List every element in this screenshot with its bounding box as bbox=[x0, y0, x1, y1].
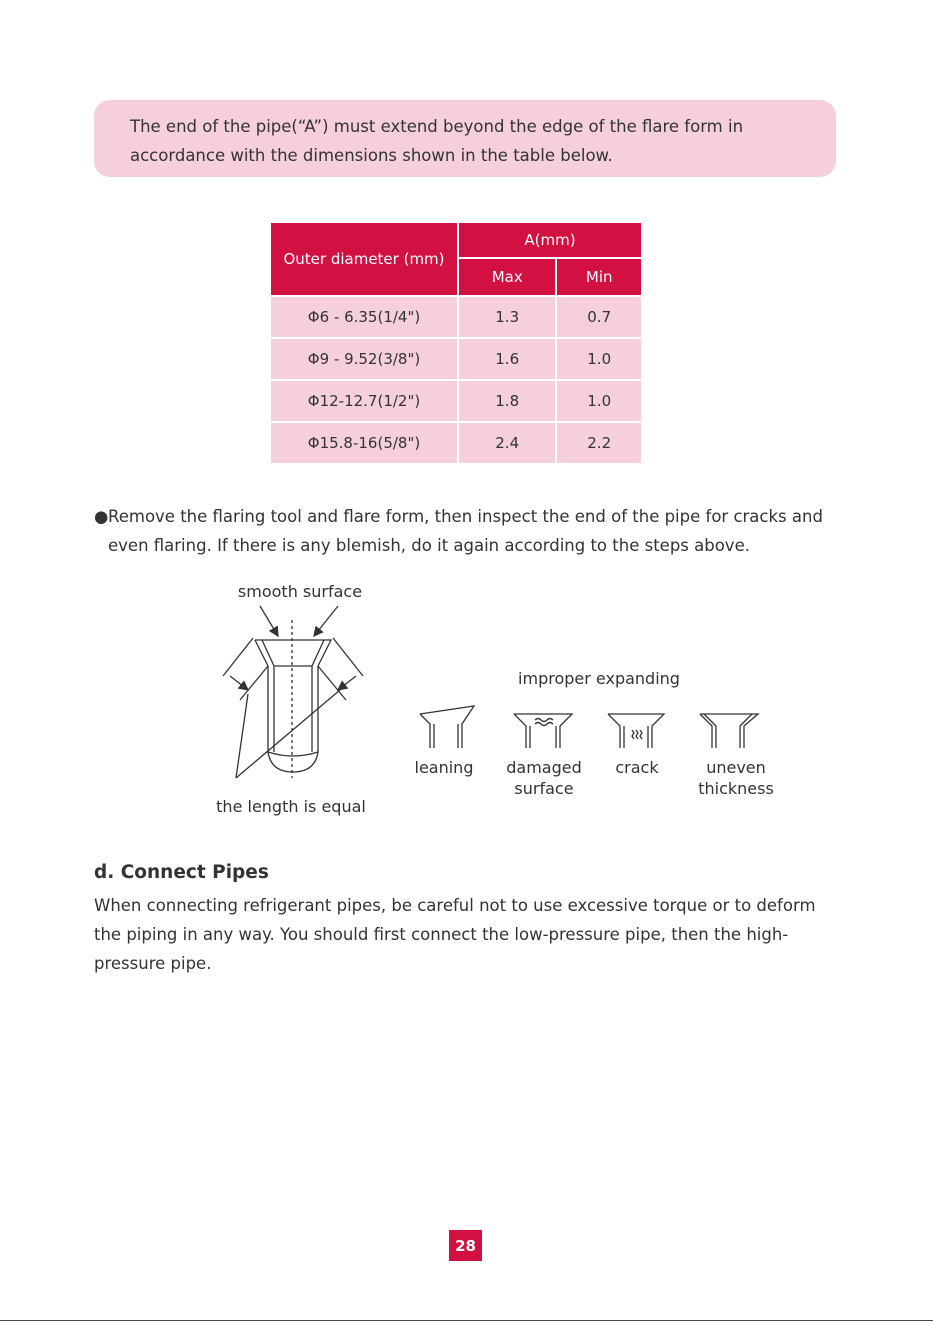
max-cell: 1.3 bbox=[459, 297, 555, 337]
flare-instruction-note: The end of the pipe(“A”) must extend beyond the edge of the flare form in accordance with the dimensions shown in the table below. bbox=[94, 100, 836, 177]
min-cell: 1.0 bbox=[557, 381, 641, 421]
leaning-label: leaning bbox=[414, 758, 474, 777]
improper-expanding-label: improper expanding bbox=[518, 669, 680, 688]
bullet-text: Remove the flaring tool and flare form, then inspect the end of the pipe for cracks and even flaring. If there is any blemish, do it again according to the steps above. bbox=[108, 507, 823, 555]
page-bottom-divider bbox=[0, 1320, 933, 1321]
uneven-thickness-flare-icon bbox=[700, 714, 758, 748]
min-cell: 1.0 bbox=[557, 339, 641, 379]
section-heading: d. Connect Pipes bbox=[94, 862, 269, 883]
diameter-cell: Φ6 - 6.35(1/4") bbox=[271, 297, 457, 337]
max-cell: 1.8 bbox=[459, 381, 555, 421]
uneven-thickness-label: uneven thickness bbox=[698, 758, 774, 798]
damaged-surface-label: damaged surface bbox=[506, 758, 582, 798]
min-header: Min bbox=[557, 259, 641, 295]
min-cell: 2.2 bbox=[557, 423, 641, 463]
damaged-surface-flare-icon bbox=[514, 714, 572, 748]
leaning-flare-icon bbox=[420, 706, 474, 748]
crack-flare-icon bbox=[608, 714, 664, 748]
diameter-cell: Φ15.8-16(5/8") bbox=[271, 423, 457, 463]
section-body: When connecting refrigerant pipes, be careful not to use excessive torque or to deform the piping in any way. You should first connect the low-pressure pipe, then the high-pressure pipe. bbox=[94, 896, 816, 973]
a-mm-header: A(mm) bbox=[459, 223, 641, 257]
max-cell: 1.6 bbox=[459, 339, 555, 379]
outer-diameter-header: Outer diameter (mm) bbox=[271, 223, 457, 295]
length-equal-label: the length is equal bbox=[216, 797, 366, 816]
smooth-surface-label: smooth surface bbox=[237, 582, 363, 601]
crack-label: crack bbox=[615, 758, 659, 777]
page-number: 28 bbox=[449, 1230, 482, 1261]
diameter-cell: Φ12-12.7(1/2") bbox=[271, 381, 457, 421]
max-header: Max bbox=[459, 259, 555, 295]
good-flare-pipe-drawing bbox=[223, 606, 363, 778]
diameter-cell: Φ9 - 9.52(3/8") bbox=[271, 339, 457, 379]
max-cell: 2.4 bbox=[459, 423, 555, 463]
min-cell: 0.7 bbox=[557, 297, 641, 337]
bullet-dot-icon: ● bbox=[94, 507, 109, 526]
